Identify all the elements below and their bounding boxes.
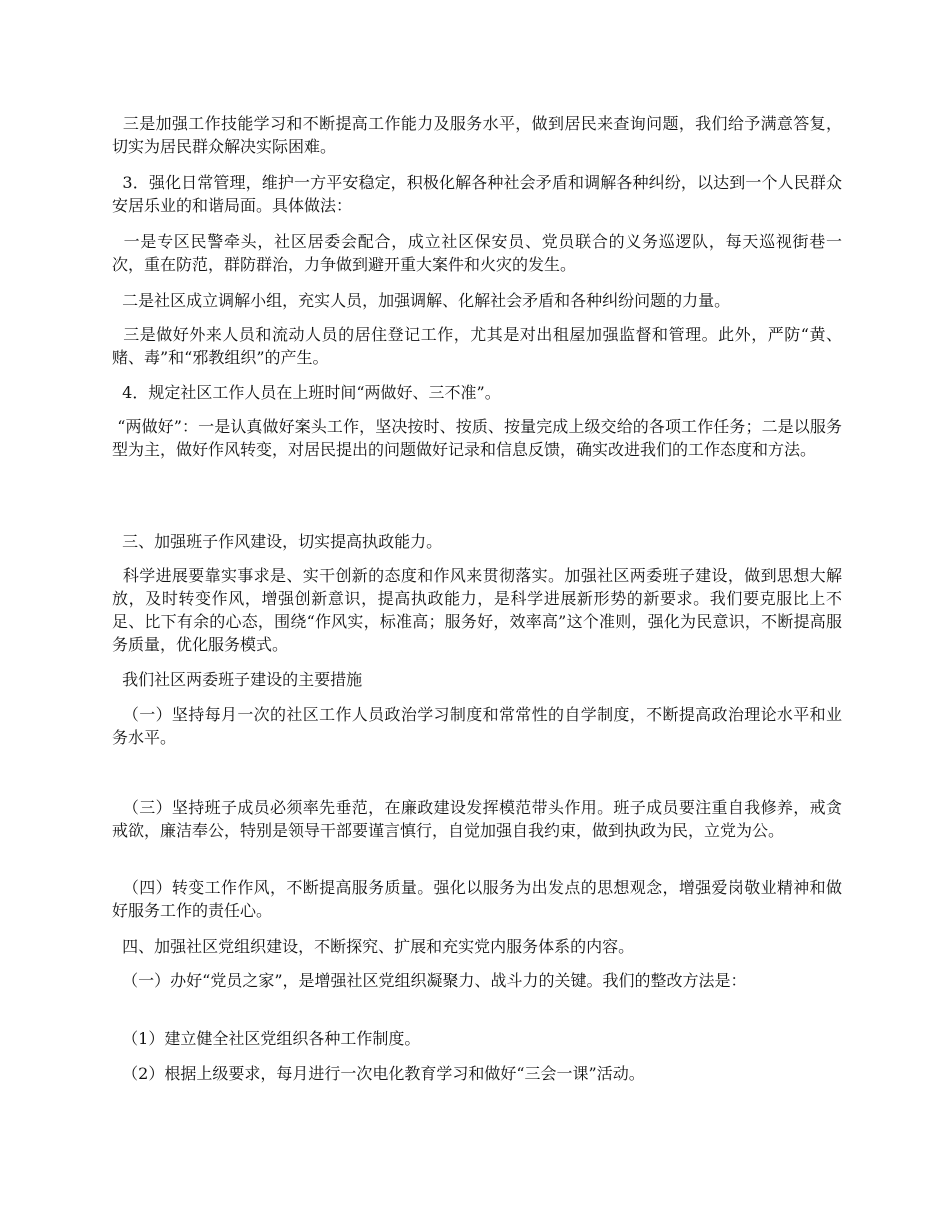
paragraph-measure-3: （三）坚持班子成员必须率先垂范，在廉政建设发挥模范带头作用。班子成员要注重自我修养，戒贪戒欲，廉洁奉公，特别是领导干部要谨言慎行，自觉加强自我约束，做到执政为民，立党为公。 [112, 798, 842, 840]
paragraph-patrol-team: 一是专区民警牵头，社区居委会配合，成立社区保安员、党员联合的义务巡逻队，每天巡视街巷一次，重在防范，群防群治，力争做到避开重大案件和火灾的发生。 [112, 232, 842, 274]
paragraph-two-do-well: “两做好”：一是认真做好案头工作，坚决按时、按质、按量完成上级交给的各项工作任务；二是以服务型为主，做好作风转变，对居民提出的问题做好记录和信息反馈，确实改进我们的工作态度和方法。 [112, 417, 842, 459]
section-heading-3: 三、加强班子作风建设，切实提高执政能力。 [112, 532, 443, 551]
paragraph-resident-registration: 三是做好外来人员和流动人员的居住登记工作，尤其是对出租屋加强监督和管理。此外，严防“黄、赌、毒”和“邪教组织”的产生。 [112, 325, 843, 367]
paragraph-measure-1: （一）坚持每月一次的社区工作人员政治学习制度和常常性的自学制度，不断提高政治理论水平和业务水平。 [112, 705, 842, 747]
paragraph-daily-management: 3．强化日常管理，维护一方平安稳定，积极化解各种社会矛盾和调解各种纠纷，以达到一个人民群众安居乐业的和谐局面。具体做法： [112, 173, 842, 215]
paragraph-party-home: （一）办好“党员之家”，是增强社区党组织凝聚力、战斗力的关键。我们的整改方法是： [112, 971, 747, 990]
paragraph-work-hours-rules: 4．规定社区工作人员在上班时间“两做好、三不准”。 [112, 383, 501, 402]
section-heading-4: 四、加强社区党组织建设，不断探究、扩展和充实党内服务体系的内容。 [112, 937, 635, 956]
paragraph-mediation-group: 二是社区成立调解小组，充实人员，加强调解、化解社会矛盾和各种纠纷问题的力量。 [112, 291, 731, 310]
paragraph-item-2: （2）根据上级要求，每月进行一次电化教育学习和做好“三会一课”活动。 [112, 1064, 645, 1083]
paragraph-main-measures: 我们社区两委班子建设的主要措施 [112, 670, 363, 689]
paragraph-scientific-development: 科学进展要靠实事求是、实干创新的态度和作风来贯彻落实。加强社区两委班子建设，做到思想大解放，及时转变作风，增强创新意识，提高执政能力，是科学进展新形势的新要求。我们要克服比上不足、比下有余的心态，围绕“作风实，标准高；服务好，效率高”这个准则，强化为民意识，不断提高服务质量，优化服务模式。 [112, 566, 842, 654]
paragraph-measure-4: （四）转变工作作风，不断提高服务质量。强化以服务为出发点的思想观念，增强爱岗敬业精神和做好服务工作的责任心。 [112, 878, 842, 920]
paragraph-skills-learning: 三是加强工作技能学习和不断提高工作能力及服务水平，做到居民来查询问题，我们给予满意答复，切实为居民群众解决实际困难。 [112, 114, 842, 156]
paragraph-item-1: （1）建立健全社区党组织各种工作制度。 [112, 1029, 421, 1048]
